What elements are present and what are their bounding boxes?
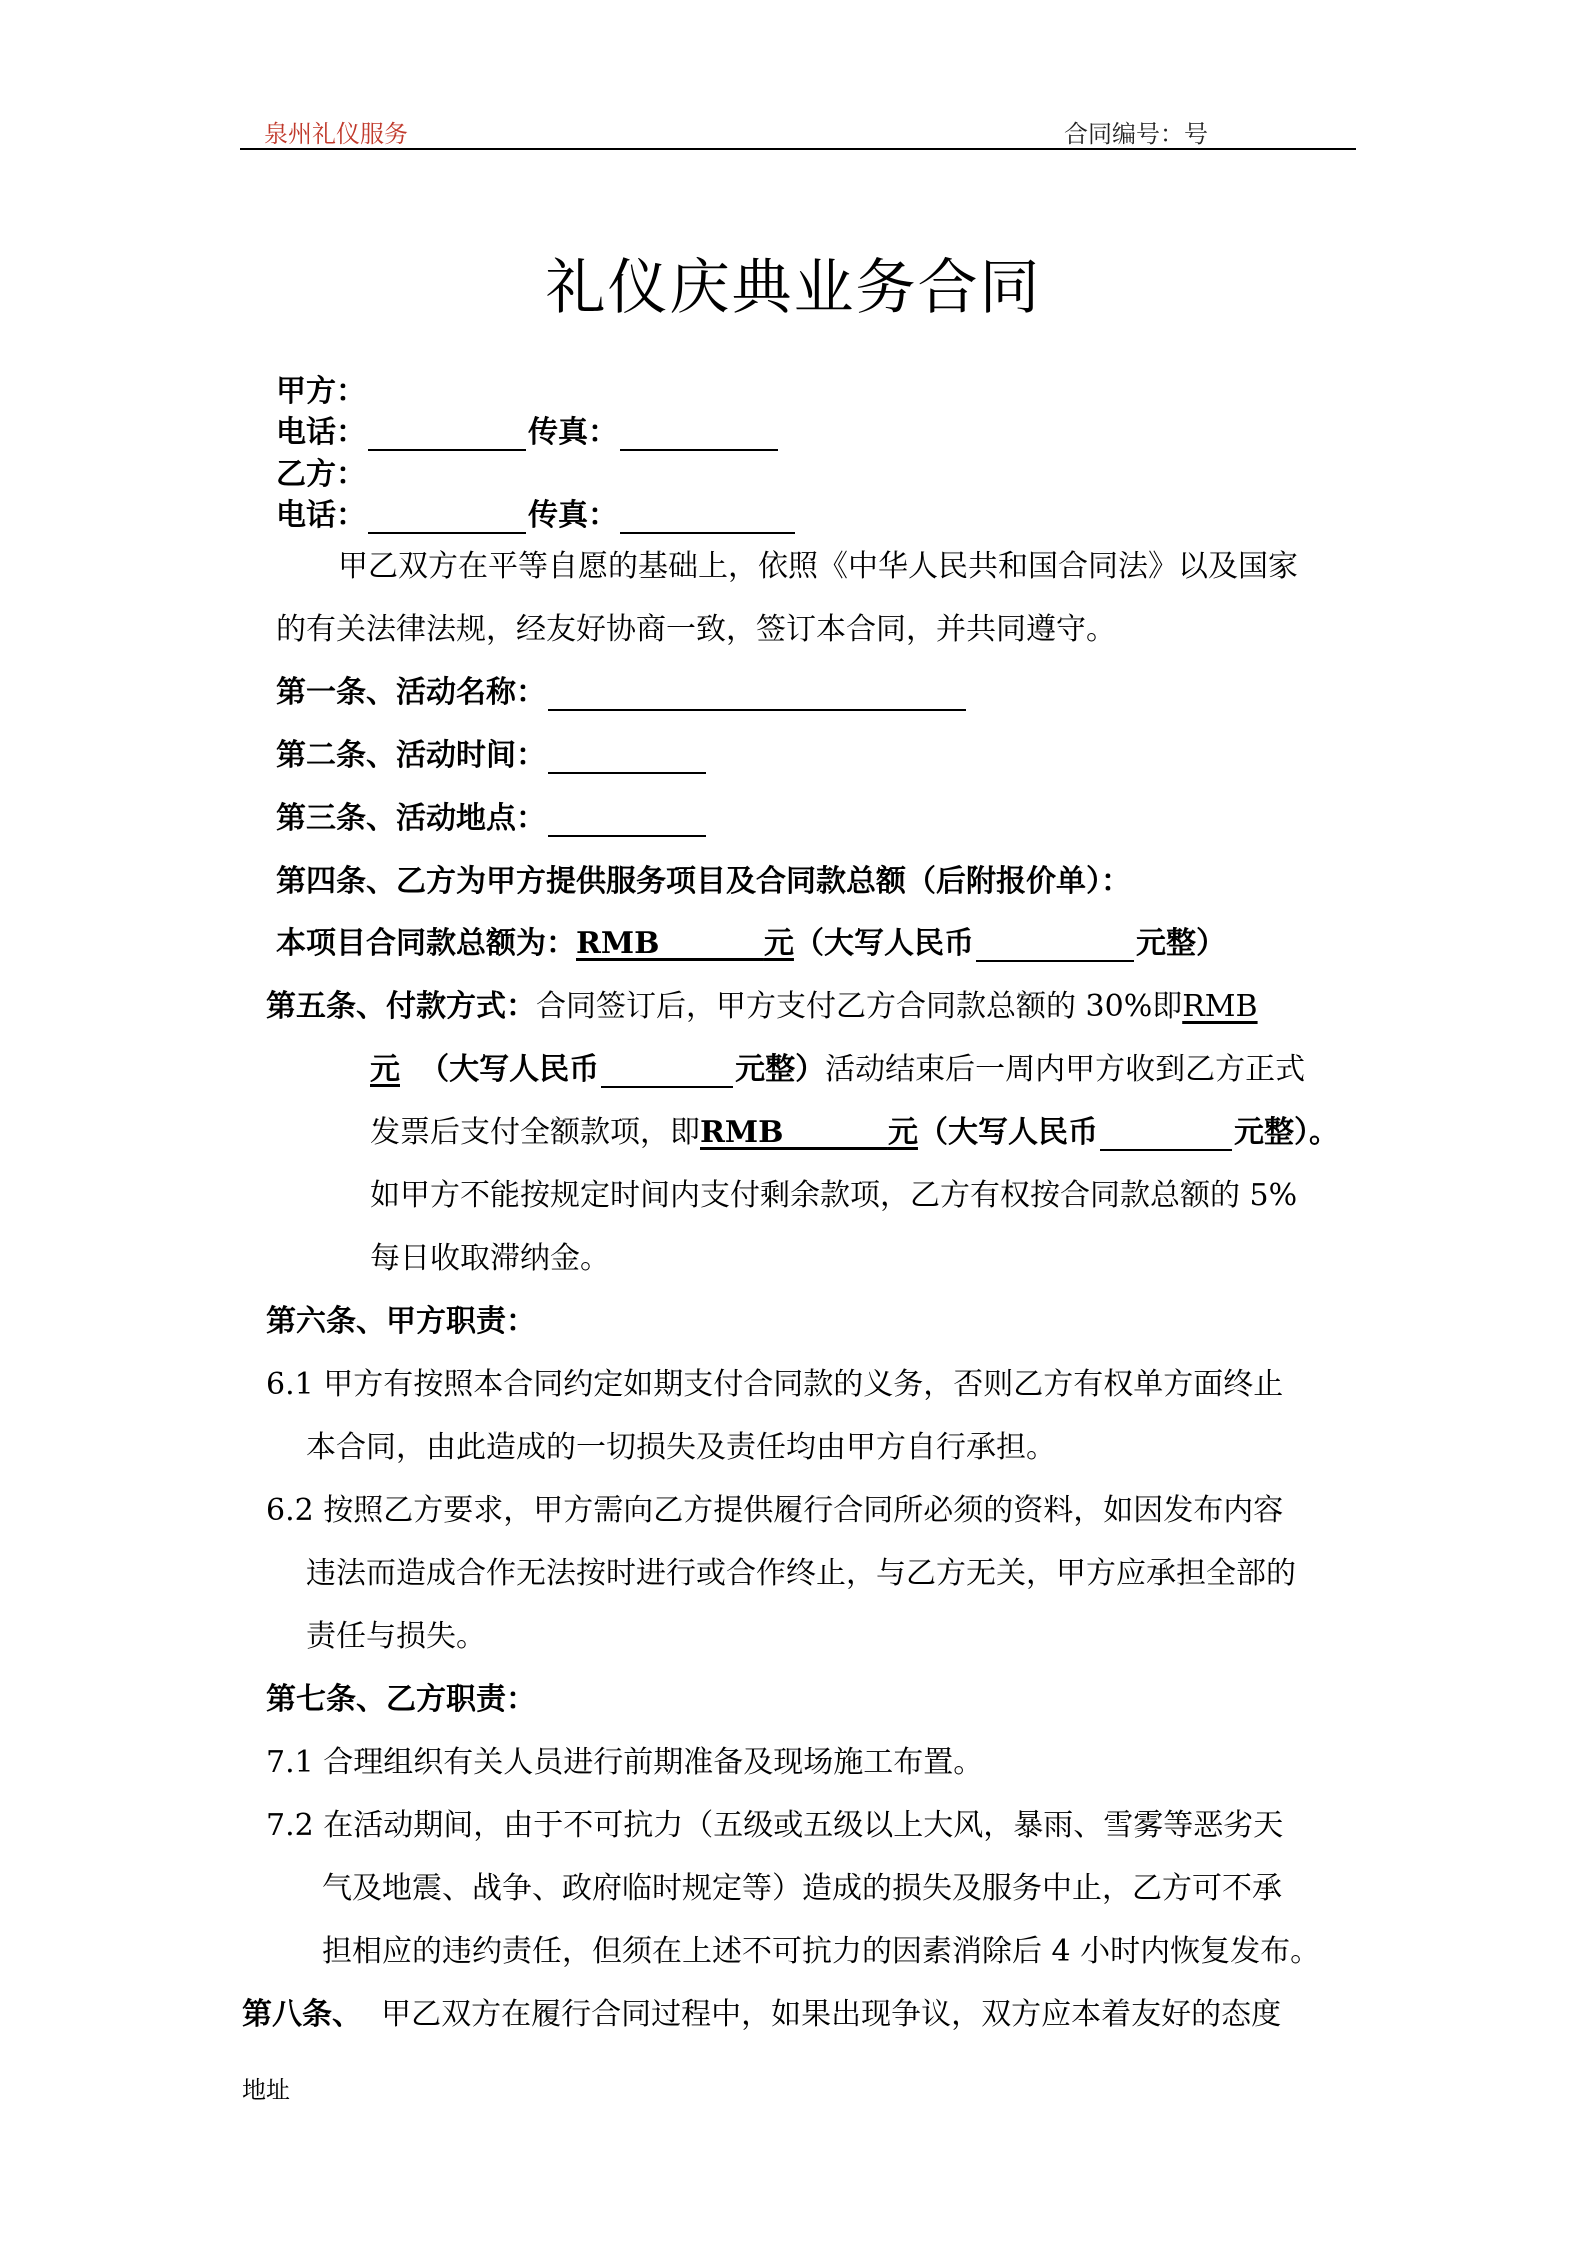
party-a-contact-line: [276, 407, 780, 451]
article-7-2-line-1: 7.2 在活动期间，由于不可抗力（五级或五级以上大风，暴雨、雪雾等恶劣天: [266, 1808, 1284, 1843]
total-yuan-text: 元: [763, 926, 794, 961]
article-2-label: 第二条、活动时间：: [276, 738, 546, 773]
article-4: 第四条、乙方为甲方提供服务项目及合同款总额（后附报价单）：: [276, 864, 1131, 899]
article-6-1-line-1: 6.1 甲方有按照本合同约定如期支付合同款的义务，否则乙方有权单方面终止: [266, 1367, 1284, 1402]
article-1-label: 第一条、活动名称：: [276, 675, 546, 710]
article-8-text: 甲乙双方在履行合同过程中，如果出现争议，双方应本着友好的态度: [381, 1997, 1282, 2032]
article-7-2-line-2: 气及地震、战争、政府临时规定等）造成的损失及服务中止，乙方可不承: [322, 1871, 1282, 1906]
total-rmb-text: RMB: [576, 926, 660, 961]
article-5-daxie-1: （大写人民币: [419, 1052, 600, 1087]
party-a-fax-blank: [620, 419, 778, 451]
total-daxie: （大写人民币: [793, 926, 974, 961]
party-a-phone-label: 电话：: [276, 415, 366, 450]
party-a-fax-label: 传真：: [528, 415, 618, 450]
article-7-2-line-3: 担相应的违约责任，但须在上述不可抗力的因素消除后 4 小时内恢复发布。: [322, 1934, 1321, 1969]
activity-time-blank: [548, 742, 706, 774]
article-5-label: 第五条、付款方式：: [266, 989, 536, 1024]
article-5-daxie-blank-2: [1100, 1119, 1232, 1151]
total-amount-line: [276, 918, 1226, 962]
article-5-line-2: [370, 1044, 1305, 1088]
activity-name-blank: [548, 679, 966, 711]
article-5-rmb-2: [700, 1115, 918, 1150]
article-3-label: 第三条、活动地点：: [276, 801, 546, 836]
total-zheng: 元整）: [1135, 926, 1226, 961]
page-title: 礼仪庆典业务合同: [545, 253, 1042, 323]
article-6-1-line-2: 本合同，由此造成的一切损失及责任均由甲方自行承担。: [306, 1430, 1056, 1465]
total-rmb: [576, 926, 794, 961]
article-7-1: 7.1 合理组织有关人员进行前期准备及现场施工布置。: [266, 1745, 984, 1780]
article-5-text-1: 合同签订后，甲方支付乙方合同款总额的 30%即: [536, 989, 1183, 1024]
article-8-line-1: [242, 1989, 1281, 2033]
article-5-text-3: 发票后支付全额款项，即: [370, 1115, 700, 1150]
party-b-label: 乙方：: [276, 457, 366, 492]
article-5-line-4: 如甲方不能按规定时间内支付剩余款项，乙方有权按合同款总额的 5%: [370, 1178, 1298, 1213]
article-5-zheng-2: 元整）。: [1233, 1115, 1339, 1150]
party-b-phone-label: 电话：: [276, 498, 366, 533]
article-2: [276, 730, 708, 774]
article-6-2-line-2: 违法而造成合作无法按时进行或合作终止，与乙方无关，甲方应承担全部的: [306, 1556, 1296, 1591]
article-5-zheng-1: 元整）: [735, 1052, 826, 1087]
party-a-label: 甲方：: [276, 374, 366, 409]
article-6-2-line-3: 责任与损失。: [306, 1619, 486, 1654]
intro-line-1: 甲乙双方在平等自愿的基础上，依照《中华人民共和国合同法》以及国家: [338, 549, 1298, 584]
article-1: [276, 667, 968, 711]
header-rule: [240, 148, 1356, 150]
header-company: 泉州礼仪服务: [264, 120, 408, 148]
article-6-2-line-1: 6.2 按照乙方要求，甲方需向乙方提供履行合同所必须的资料，如因发布内容: [266, 1493, 1284, 1528]
party-b-contact-line: [276, 490, 797, 534]
activity-place-blank: [548, 805, 706, 837]
article-7-label: 第七条、乙方职责：: [266, 1682, 536, 1717]
article-5-daxie-blank-1: [601, 1056, 733, 1088]
total-daxie-blank: [976, 930, 1134, 962]
header-contract-no: 合同编号：号: [1064, 120, 1208, 148]
article-5-rmb-1: RMB: [1182, 989, 1258, 1024]
total-prefix: 本项目合同款总额为：: [276, 926, 576, 961]
party-b-fax-label: 传真：: [528, 498, 618, 533]
party-a-phone-blank: [368, 419, 526, 451]
intro-line-2: 的有关法律法规，经友好协商一致，签订本合同，并共同遵守。: [276, 612, 1116, 647]
party-b-phone-blank: [368, 502, 526, 534]
party-b-line: [276, 449, 366, 493]
article-5-yuan-1: 元: [370, 1052, 400, 1087]
article-5-daxie-2: （大写人民币: [917, 1115, 1098, 1150]
article-5-text-2: 活动结束后一周内甲方收到乙方正式: [825, 1052, 1306, 1087]
article-6-label: 第六条、甲方职责：: [266, 1304, 536, 1339]
article-5-yuan-2-text: 元: [887, 1115, 918, 1150]
article-3: [276, 793, 708, 837]
article-5-line-3: [370, 1107, 1339, 1151]
article-5-line-1: [266, 981, 1258, 1025]
party-a-line: [276, 366, 366, 410]
footer-address: 地址: [242, 2076, 290, 2104]
article-5-rmb-2-text: RMB: [700, 1115, 784, 1150]
article-5-line-5: 每日收取滞纳金。: [370, 1241, 610, 1276]
article-8-label: 第八条、: [242, 1997, 362, 2032]
party-b-fax-blank: [620, 502, 795, 534]
